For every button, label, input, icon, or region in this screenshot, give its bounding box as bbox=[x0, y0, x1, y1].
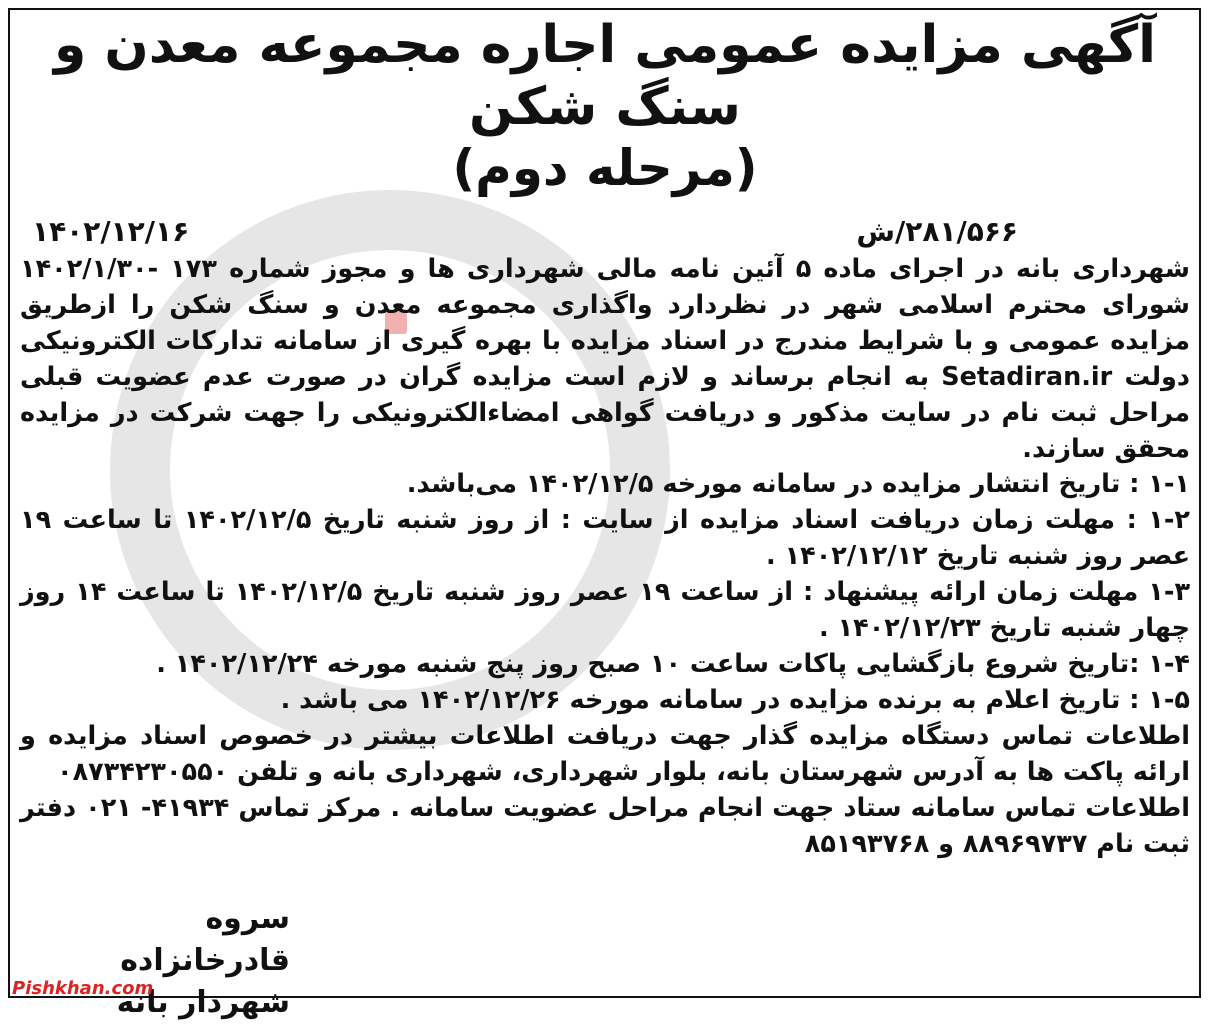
notice-content bbox=[20, 14, 1190, 862]
notice-title: آگهی مزایده عمومی اجاره مجموعه معدن و سنگ شکن bbox=[54, 15, 1156, 137]
reference-number: ۲۸۱/۵۶۶/ش bbox=[856, 215, 1018, 248]
notice-body bbox=[20, 252, 1190, 862]
notice-subtitle: (مرحله دوم) bbox=[452, 139, 758, 197]
paragraph-item-1-5: ۱-۵ : تاریخ اعلام به برنده مزایده در سامانه مورخه ۱۴۰۲/۱۲/۲۶ می باشد . bbox=[280, 684, 1190, 715]
notice-date: ۱۴۰۲/۱۲/۱۶ bbox=[32, 215, 190, 248]
paragraph-item-1-4: ۱-۴ :تاریخ شروع بازگشایی پاکات ساعت ۱۰ صبح روز پنج شنبه مورخه ۱۴۰۲/۱۲/۲۴ . bbox=[156, 648, 1190, 679]
notice-meta bbox=[20, 212, 1190, 252]
paragraph-item-1-2: ۱-۲ : مهلت زمان دریافت اسناد مزایده از سایت : از روز شنبه تاریخ ۱۴۰۲/۱۲/۵ تا ساعت ۱۹ عصر روز شنبه تاریخ ۱۴۰۲/۱۲/۱۲ . bbox=[20, 505, 1190, 572]
paragraph-contact-municipality: اطلاعات تماس دستگاه مزایده گذار جهت دریافت اطلاعات بیشتر در خصوص اسناد مزایده و ارائه پاکت ها به آدرس شهرستان بانه، بلوار شهرداری، شهرداری بانه و تلفن ۰۸۷۳۴۲۳۰۵۵۰ bbox=[20, 720, 1190, 787]
paragraph-item-1-1: ۱-۱ : تاریخ انتشار مزایده در سامانه مورخه ۱۴۰۲/۱۲/۵ می‌باشد. bbox=[406, 469, 1190, 500]
signature-name: سروه قادرخانزاده bbox=[120, 901, 290, 978]
signature-title: شهردار بانه bbox=[116, 985, 290, 1020]
source-watermark: Pishkhan.com bbox=[12, 978, 154, 999]
signature-block bbox=[30, 898, 290, 1024]
paragraph-item-1-3: ۱-۳ مهلت زمان ارائه پیشنهاد : از ساعت ۱۹ عصر روز شنبه تاریخ ۱۴۰۲/۱۲/۵ تا ساعت ۱۴ روز چهار شنبه تاریخ ۱۴۰۲/۱۲/۲۳ . bbox=[20, 577, 1191, 644]
paragraph-intro: شهرداری بانه در اجرای ماده ۵ آئین نامه مالی شهرداری ها و مجوز شماره ۱۷۳ -۱۴۰۲/۱/۳۰ شورای محترم اسلامی شهر در نظردارد واگذاری مجموعه معدن و سنگ شکن را ازطریق مزایده عمومی و با شرایط مندرج در اسناد مزایده با بهره گیری از سامانه تدارکات الکترونیکی دولت Setadiran.ir به انجام برساند و لازم است مزایده گران در صورت عدم عضویت قبلی مراحل ثبت نام در سایت مذکور و دریافت گواهی امضاءالکترونیکی را جهت شرکت در مزایده محقق سازند. bbox=[20, 254, 1190, 464]
paragraph-contact-setad: اطلاعات تماس سامانه ستاد جهت انجام مراحل عضویت سامانه . مرکز تماس ۴۱۹۳۴- ۰۲۱ دفتر ثبت نام ۸۸۹۶۹۷۳۷ و ۸۵۱۹۳۷۶۸ bbox=[20, 792, 1190, 859]
